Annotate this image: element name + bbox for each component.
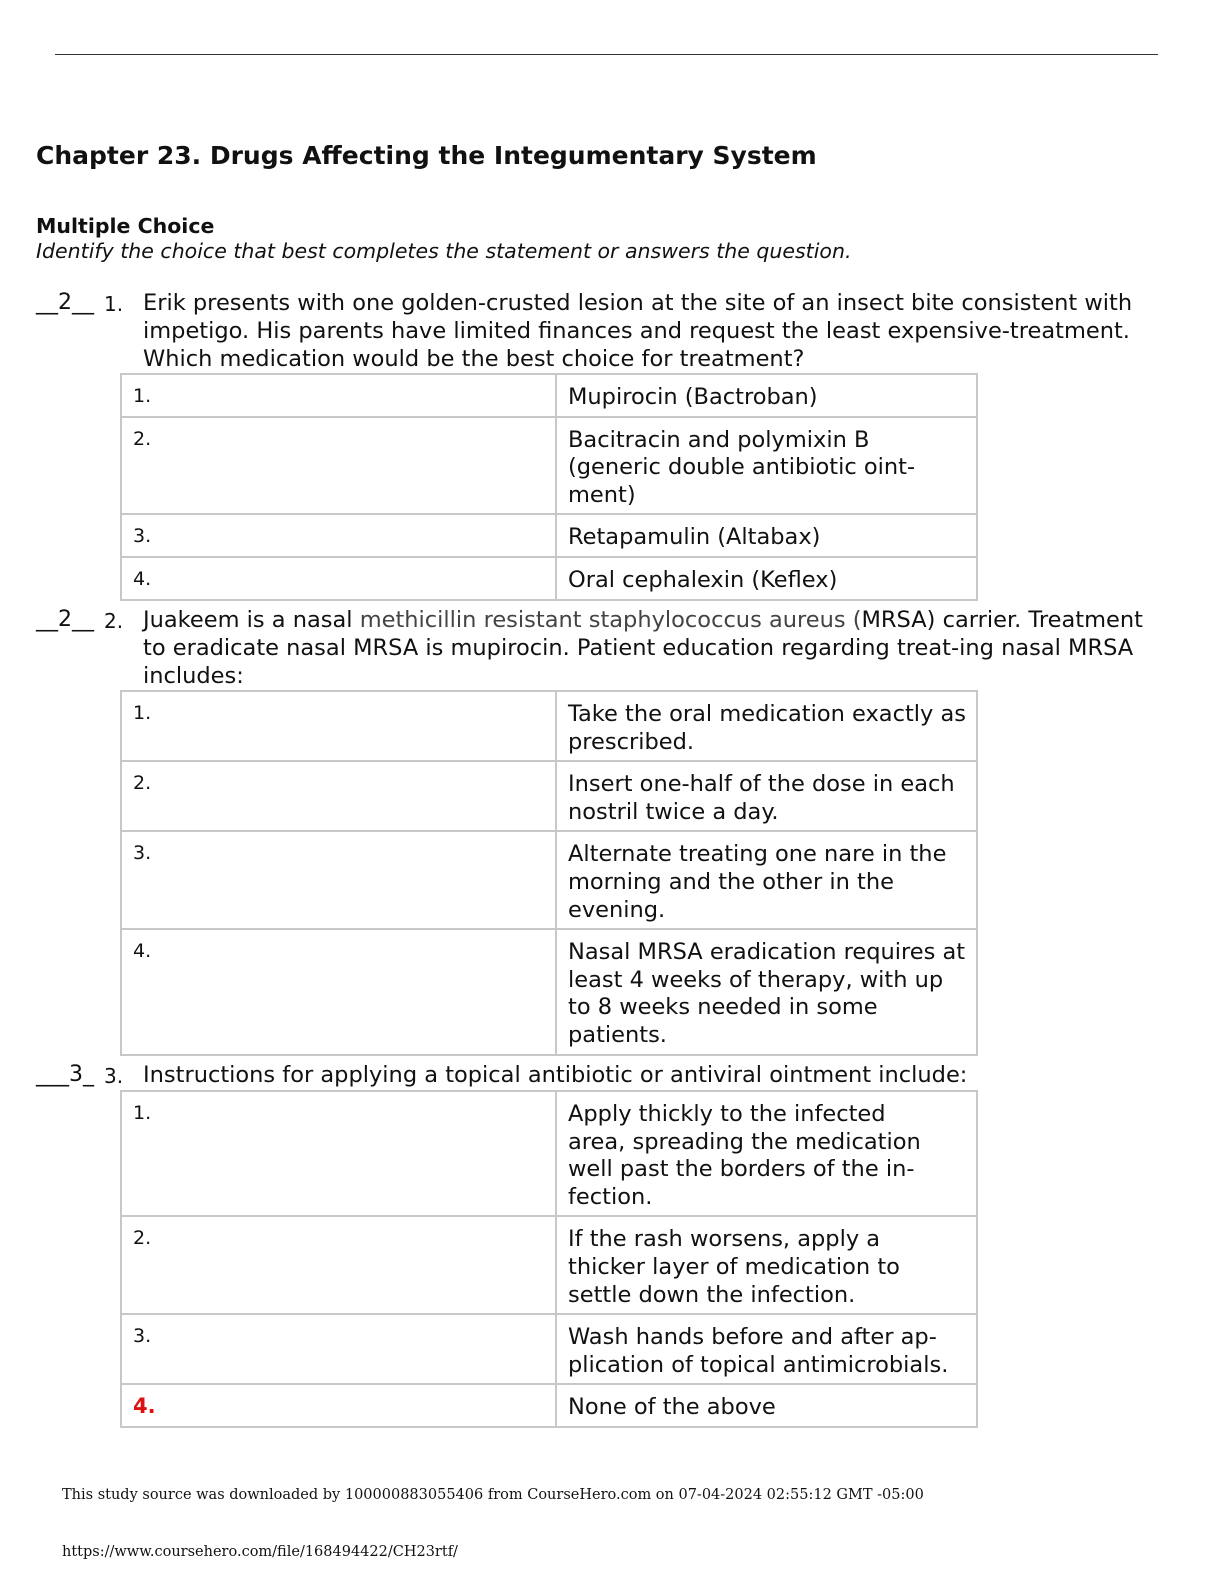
option-number: 3. <box>133 525 152 548</box>
question-number: 3. <box>104 1064 124 1088</box>
option-text: None of the above <box>568 1394 776 1421</box>
option-text: If the rash worsens, apply a thicker layer of medication to settle down the infection. <box>568 1226 900 1308</box>
answer-blank: __2__ <box>36 290 94 315</box>
section-title: Multiple Choice <box>36 214 215 238</box>
option-text: Retapamulin (Altabax) <box>568 524 821 551</box>
option-row <box>121 1216 977 1314</box>
option-number: 3. <box>133 1325 152 1348</box>
option-row <box>121 761 977 831</box>
question-stem: Erik presents with one golden-crusted lesion at the site of an insect bite consistent with impetigo. His parents have limited finances and request the least expensive-treatment. Which medication would be the best choice for treatment? <box>143 290 1133 372</box>
option-row <box>121 557 977 600</box>
chapter-title: Chapter 23. Drugs Affecting the Integumentary System <box>36 141 817 170</box>
option-number: 4. <box>133 567 152 590</box>
option-text: Mupirocin (Bactroban) <box>568 384 818 410</box>
option-text: Take the oral medication exactly as prescribed. <box>568 701 966 755</box>
stem-part-organism: methicillin resistant staphylococcus aureus ( <box>359 607 862 633</box>
option-number: 2. <box>133 1227 152 1250</box>
option-row <box>121 417 977 515</box>
header-rule <box>55 54 1158 55</box>
option-number: 2. <box>133 427 152 450</box>
question-stem <box>143 606 1143 690</box>
footer-source-note: This study source was downloaded by 100000883055406 from CourseHero.com on 07-04-2024 02:55:12 GMT -05:00 <box>62 1487 924 1503</box>
option-row <box>121 1314 977 1384</box>
answer-blank: __2__ <box>36 607 94 632</box>
option-number: 1. <box>133 385 152 407</box>
option-row <box>121 929 977 1054</box>
option-text: Apply thickly to the infected area, spreading the medication well past the borders of the in-fection. <box>568 1101 921 1210</box>
option-number: 3. <box>133 842 152 865</box>
option-number: 1. <box>133 702 152 724</box>
option-number: 2. <box>133 772 152 795</box>
option-row <box>121 1384 977 1427</box>
option-text: Nasal MRSA eradication requires at least 4 weeks of therapy, with up to 8 weeks needed in some patients. <box>568 939 966 1048</box>
option-row <box>121 514 977 557</box>
options-table <box>120 1090 978 1428</box>
question-stem: Instructions for applying a topical antibiotic or antiviral ointment include: <box>143 1062 968 1088</box>
option-row <box>121 831 977 929</box>
option-number-highlighted: 4. <box>133 1394 156 1419</box>
option-number: 4. <box>133 940 152 963</box>
section-instructions: Identify the choice that best completes the statement or answers the question. <box>36 239 852 263</box>
option-row <box>121 1091 977 1216</box>
option-number: 1. <box>133 1102 152 1124</box>
option-text: Bacitracin and polymixin B (generic double antibiotic oint-ment) <box>568 426 916 508</box>
option-text: Wash hands before and after ap-plication of topical antimicrobials. <box>568 1324 949 1378</box>
answer-blank: ___3_ <box>36 1062 94 1087</box>
options-table <box>120 373 978 601</box>
option-text: Alternate treating one nare in the morning and the other in the evening. <box>568 841 947 923</box>
option-text: Insert one-half of the dose in each nostril twice a day. <box>568 771 955 825</box>
stem-part: MRSA) carrier. Treatment to eradicate nasal MRSA is mupirocin. Patient education regarding treat-ing nasal MRSA includes: <box>143 607 1143 689</box>
question-number: 2. <box>104 609 124 633</box>
question-number: 1. <box>104 292 124 316</box>
footer-url[interactable]: https://www.coursehero.com/file/168494422/CH23rtf/ <box>62 1544 458 1560</box>
option-row <box>121 374 977 417</box>
options-table <box>120 690 978 1056</box>
option-row <box>121 691 977 761</box>
stem-part: Juakeem is a nasal <box>143 607 360 633</box>
option-text: Oral cephalexin (Keflex) <box>568 566 838 593</box>
